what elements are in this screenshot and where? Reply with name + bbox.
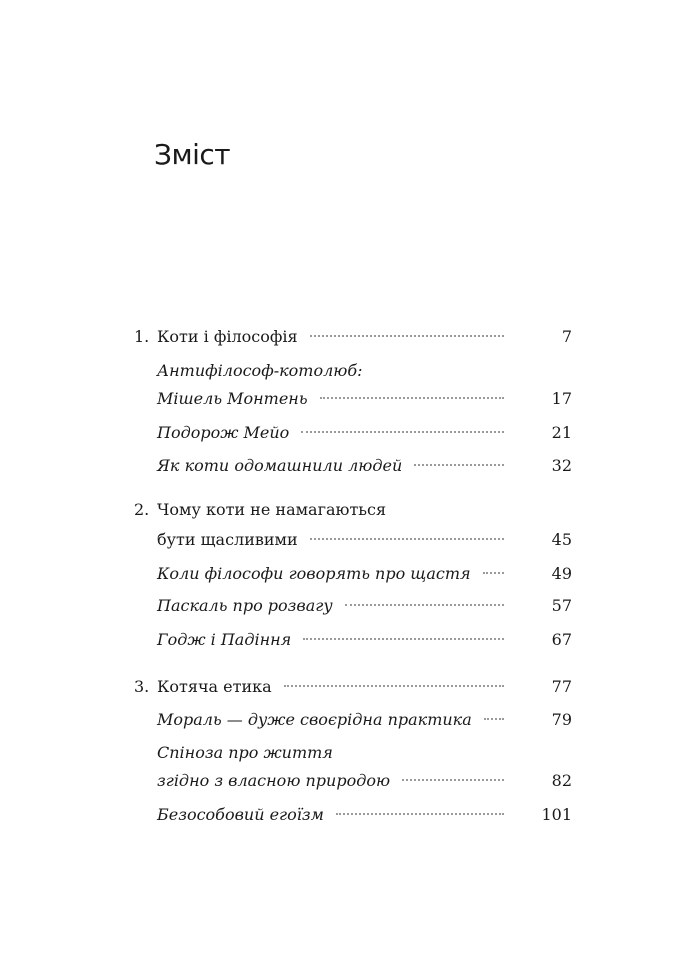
dot-leader (284, 685, 504, 687)
page-number: 49 (551, 564, 572, 583)
toc-entry-label: бути щасливими (157, 530, 298, 549)
toc-entry-label: Безособовий егоїзм (157, 805, 324, 824)
toc-entry-label: Спіноза про життя (157, 743, 333, 762)
toc-entry-label: Чому коти не намагаються (157, 500, 387, 519)
toc-entry-label: Антифілософ-котолюб: (157, 361, 363, 380)
dot-leader (301, 431, 504, 433)
dot-leader (484, 718, 504, 720)
toc-entry-label: згідно з власною природою (157, 771, 391, 790)
toc-entry-label: Мішель Монтень (157, 389, 308, 408)
dot-leader (402, 779, 504, 781)
page-number: 67 (551, 630, 572, 649)
page-number: 32 (551, 456, 572, 475)
page-number: 77 (551, 677, 572, 696)
dot-leader (414, 464, 504, 466)
dot-leader (303, 638, 504, 640)
page-number: 79 (551, 710, 572, 729)
toc-entry-label: Як коти одомашнили людей (157, 456, 403, 475)
dot-leader (483, 572, 504, 574)
page-number: 82 (551, 771, 572, 790)
toc-entry-label: Подорож Мейо (157, 423, 290, 442)
dot-leader (310, 335, 504, 337)
page-number: 17 (551, 389, 572, 408)
page-title: Зміст (154, 138, 231, 171)
page-number: 101 (541, 805, 572, 824)
chapter-number: 2. (134, 500, 150, 519)
dot-leader (320, 397, 504, 399)
dot-leader (336, 813, 504, 815)
toc-entry-label: Паскаль про розвагу (157, 596, 333, 615)
toc-entry-label: Годж і Падіння (157, 630, 292, 649)
page-number: 7 (561, 327, 572, 346)
dot-leader (310, 538, 504, 540)
dot-leader (345, 604, 504, 606)
toc-entry-label: Коли філософи говорять про щастя (157, 564, 471, 583)
toc-entry-label: Коти і філософія (157, 327, 298, 346)
page-number: 45 (551, 530, 572, 549)
toc-entry-label: Котяча етика (157, 677, 272, 696)
page-number: 57 (551, 596, 572, 615)
chapter-number: 3. (134, 677, 150, 696)
chapter-number: 1. (134, 327, 150, 346)
toc-entry-label: Мораль — дуже своєрідна практика (157, 710, 472, 729)
page-number: 21 (551, 423, 572, 442)
